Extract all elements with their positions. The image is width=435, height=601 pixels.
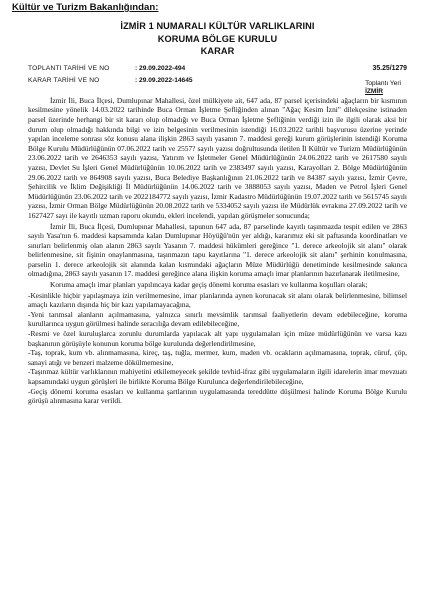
board-title-line-1: İZMİR 1 NUMARALI KÜLTÜR VARLIKLARINI [120,21,315,31]
board-title-line-2: KORUMA BÖLGE KURULU [157,33,278,44]
condition-bullet-1: -Kesinlikle hiçbir yapılaşmaya izin verilmemesine, imar planlarında aynen korunacak sit alanı olarak belirlenmesine, bilimsel amaçlı kazıların dışında hiç bir kazı yapılamayacağına, [28,290,407,310]
board-title-line-3: KARAR [200,46,235,57]
decision-date-label: KARAR TARİHİ VE NO [28,76,100,84]
body-paragraph-3: Koruma amaçlı imar planları yapılıncaya kadar geçiş dönemi koruma esasları ve kullanma koşulları olarak; [50,280,368,290]
condition-bullet-2: -Yeni tarımsal alanların açılmamasına, yalnızca sınırlı mevsimlik tarımsal faaliyetlerin devam edebileceğine, koruma kurullarınca uygun görülmesi halinde seracılığa devam edilebileceğine, [28,309,407,329]
meeting-place [365,80,401,96]
file-number: 35.25/1279 [372,64,407,72]
decision-body [28,96,407,406]
decision-date-row [28,75,407,95]
meeting-date-value: : 29.09.2022-494 [135,64,186,72]
condition-bullet-5: -Taşınmaz kültür varlıklarının mahiyetini etkilemeyecek şekilde tevhid-ifraz gibi uygulamaların ilgili idarelerin imar mevzuatı kapsamındaki uygun görüşleri ile birlikte Koruma Bölge Kurulunca değerlendirilebileceğine, [28,367,407,386]
meeting-place-label: Toplantı Yeri [365,79,401,87]
meeting-date-label: TOPLANTI TARİHİ VE NO [28,64,110,72]
body-paragraph-2: İzmir İli, Buca İlçesi, Dumlupınar Mahallesi, tapunun 647 ada, 87 parselinde kayıtlı taşınmazda tespit edilen ve 2863 sayılı Yasa'nın 6. maddesi kapsamında kalan Dumlupınar Höyüğü'nün yer aldığı, kararımız eki sit paftasında koordinatları ve sınırları belirlenmiş olan alanın 2863 sayılı Yasanın 7. maddesi hükümleri gereğince "1. derece arkeolojik sit alanı" olarak belirlenmesine, sit fişinin onaylanmasına, taşınmazın tapu kayıtlarına "1. derece arkeolojik sit alanı" şerhinin konulmasına, parselin 1. derece arkeolojik sit alanında kalan kısmındaki ağaçların Müze Müdürlüğü denetiminde kesilmesinde sakınca olmadığına, 2863 sayılı yasanın 17. maddesi gereğince alana ilişkin koruma amaçlı imar planlarının hazırlanarak iletilmesine, [28,221,407,279]
condition-bullet-3: -Resmi ve özel kuruluşlarca zorunlu durumlarda yapılacak alt yapı uygulamaları için müze müdürlüğünün ve varsa kazı başkanının görüşüyle konunun koruma bölge kurulunda değerlendirilmesine, [28,329,407,348]
decision-date-value: : 29.09.2022-14645 [135,76,193,84]
body-paragraph-1: İzmir İli, Buca İlçesi, Dumlupınar Mahallesi, özel mülkiyete ait, 647 ada, 87 parsel içerisindeki ağaçların bir kısmının kesilmesine yönelik 14.03.2022 tarihinde Buca Orman İşletme Şefliğinden alınan "Ağaç Kesim İzni" dilekçesine istinaden parsel üzerinde herhangi bir sit kararı olup olmadığı ve Buca Orman İşletme Şefliğinin verdiği izin ile ilgili olarak aksi bir durum olup olmadığı hakkında bilgi ve izin belgesinin verilmesinin istendiği 16.03.2022 tarihli başvurusu üzerine yerinde yapılan inceleme sonrası söz konusu alana ilişkin 2863 sayılı yasanın 7. maddesi gereği kurum görüşlerinin istendiği Koruma Bölge Kurulu Müdürlüğünün 07.06.2022 tarih ve 2557? sayılı yazısı doğrultusunda iletilen İl Kültür ve Turizm Müdürlüğünün 23.06.2022 tarih ve 2646353 sayılı yazısı, Yatırım ve İşletmeler Genel Müdürlüğünün 24.06.2022 tarih ve 2617580 sayılı yazısı, Devlet Su İşleri Genel Müdürlüğünün 10.06.2022 tarih ve 2383497 sayılı yazısı, Karayolları 2. Bölge Müdürlüğünün 29.06.2022 tarih ve 864908 sayılı yazısı, Buca Belediye Başkanlığının 21.06.2022 tarih ve 84387 sayılı yazısı, İzmir Çevre, Şehircilik ve İklim Değişikliği İl Müdürlüğünün 14.06.2022 tarih ve 3888053 sayılı yazısı, Maden ve Petrol İşleri Genel Müdürlüğünün 23.06.2022 tarih ve 2022184772 sayılı yazısı, İzmir Kadastro Müdürlüğünün 19.07.2022 tarih ve 5615745 sayılı yazısı, İzmir Orman Bölge Müdürlüğünün 20.08.2022 tarih ve 5334052 sayılı yazısı ile Müdürlük evrakına 27.09.2022 tarih ve 1627427 sayı ile kayıtlı uzman raporu okundu, ekleri incelendi, yapılan görüşmeler sonucunda; [28,95,407,220]
ministry-heading: Kültür ve Turizm Bakanlığından: [12,2,159,13]
condition-bullet-6: -Geçiş dönemi koruma esasları ve kullanma şartlarının uygulamasında tereddütte düşülmesi halinde Koruma Bölge Kurulu görüşü alınmasına karar verildi. [28,386,407,406]
meeting-place-value: İZMİR [365,87,384,95]
board-title [28,20,407,58]
meeting-date-row [28,63,407,75]
condition-bullet-4: -Taş, toprak, kum vb. alınmamasına, kireç, taş, tuğla, mermer, kum, maden vb. ocakların açılmamasına, toprak, cüruf, çöp, sanayi atığı ve benzeri malzeme dökülmemesine, [28,348,407,367]
